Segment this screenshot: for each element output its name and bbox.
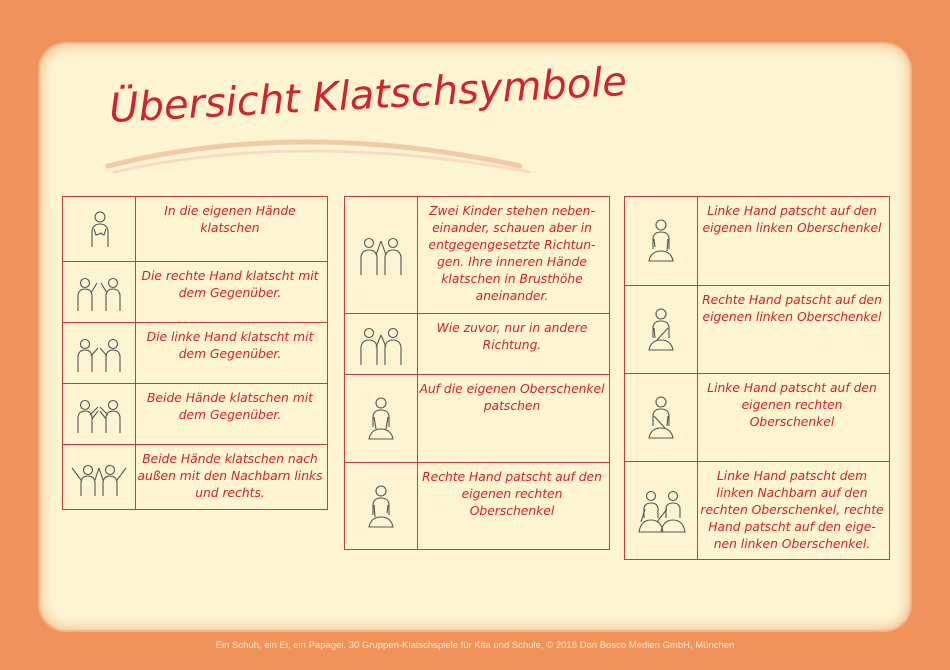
pair-inner-hands-clap-icon [353, 233, 409, 277]
page-title-graphic [100, 58, 629, 178]
icon-cell [625, 374, 698, 462]
column-1 [62, 196, 328, 510]
row-text: Linke Hand patscht dem linken Nachbarn auf den rechten Oberschenkel, rechte Hand patscht auf den eige-nen linken Oberschenkel. [700, 469, 884, 551]
icon-cell [625, 462, 698, 560]
table-row [63, 322, 327, 384]
table-row [345, 462, 609, 550]
pair-inner-hands-clap-reverse-icon [353, 323, 409, 367]
row-text: Beide Hände klatschen mit dem Gegenüber. [147, 391, 313, 422]
table-row [63, 383, 327, 445]
kneeling-left-pat-right-icon [643, 394, 679, 442]
row-text: Linke Hand patscht auf den eigenen rechten Oberschenkel [707, 381, 877, 429]
neighbors-clap-outward-icon [68, 458, 130, 498]
table-row [625, 373, 889, 462]
icon-cell [345, 314, 418, 375]
table-row [625, 285, 889, 374]
kneeling-left-pat-left-icon [643, 217, 679, 265]
icon-cell [625, 197, 698, 285]
row-text: Rechte Hand patscht auf den eigenen linken Oberschenkel [702, 293, 882, 324]
icon-cell [63, 197, 136, 261]
row-text: Auf die eigenen Oberschenkel patschen [419, 382, 605, 413]
copyright-footer: Ein Schuh, ein Ei, ein Papagei. 30 Gruppen-Klatschspiele für Kita und Schule, © 2018 Don Bosco Medien GmbH, München [215, 640, 735, 651]
table-row [625, 197, 889, 285]
pair-both-hands-clap-icon [71, 395, 127, 435]
icon-cell [63, 384, 136, 445]
column-2 [344, 196, 610, 550]
kneeling-thigh-pat-icon [363, 395, 399, 443]
row-text: Zwei Kinder stehen neben-einander, schauen aber in entgegengesetzte Richtun-gen. Ihre inneren Hände klatschen in Brusthöhe aneinander. [428, 204, 596, 303]
icon-cell [63, 445, 136, 510]
self-clap-figure-icon [82, 209, 116, 249]
table-row [345, 313, 609, 375]
row-text: Rechte Hand patscht auf den eigenen rechten Oberschenkel [422, 470, 602, 518]
table-row [345, 197, 609, 313]
row-text: In die eigenen Hände klatschen [164, 204, 296, 235]
column-3 [624, 196, 890, 560]
icon-cell [345, 463, 418, 550]
table-row [63, 197, 327, 261]
icon-cell [345, 197, 418, 313]
icon-cell [63, 323, 136, 384]
row-text: Linke Hand patscht auf den eigenen linken Oberschenkel [702, 204, 882, 235]
row-text: Beide Hände klatschen nach außen mit den Nachbarn links und rechts. [137, 452, 323, 500]
table-row [345, 374, 609, 463]
row-text: Wie zuvor, nur in andere Richtung. [436, 321, 588, 352]
kneeling-right-pat-left-icon [643, 306, 679, 354]
kneeling-right-pat-right-icon [363, 483, 399, 531]
kneeling-pair-cross-pat-icon [631, 486, 691, 536]
table-row [63, 261, 327, 323]
pair-left-hand-clap-icon [71, 334, 127, 374]
table-row [625, 461, 889, 560]
page-title: Übersicht Klatschsymbole [108, 58, 629, 132]
row-text: Die rechte Hand klatscht mit dem Gegenüber. [141, 269, 319, 300]
pair-right-hand-clap-icon [71, 273, 127, 313]
icon-cell [63, 262, 136, 323]
row-text: Die linke Hand klatscht mit dem Gegenüber. [146, 330, 314, 361]
icon-cell [625, 286, 698, 374]
icon-cell [345, 375, 418, 463]
table-row [63, 444, 327, 510]
